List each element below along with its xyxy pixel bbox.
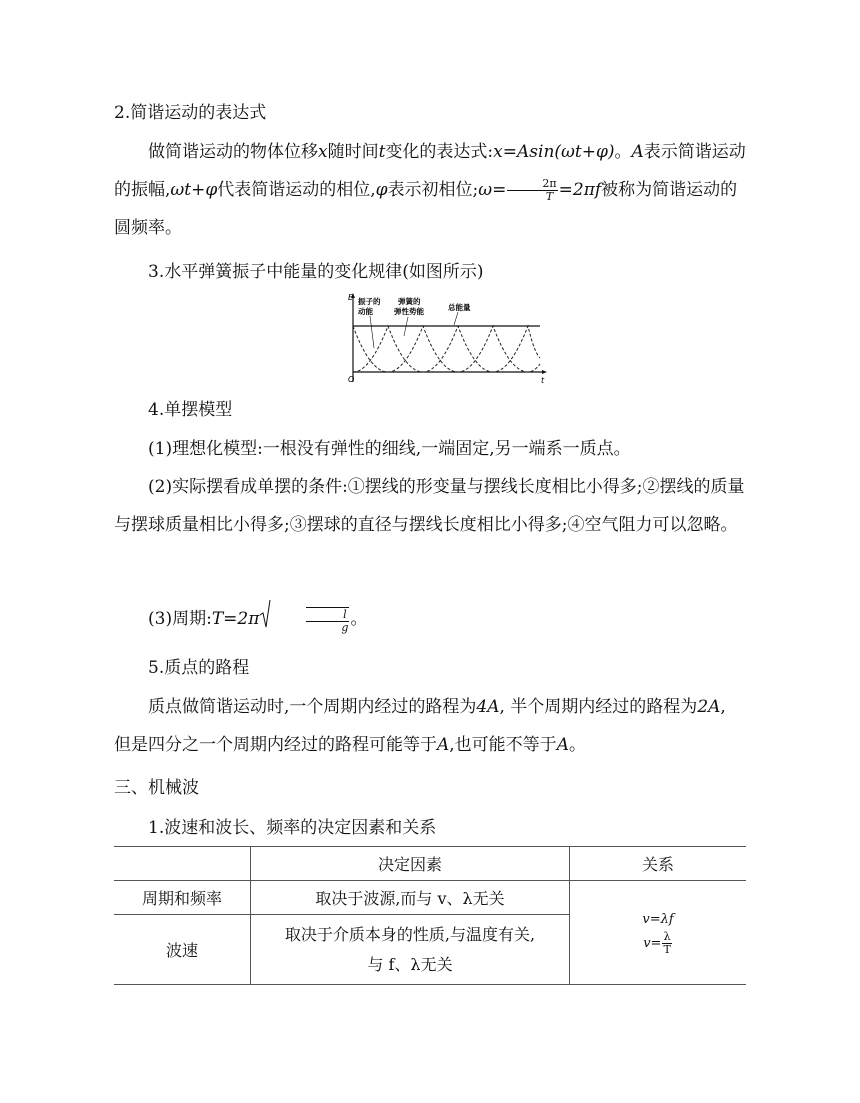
wave-table (114, 846, 746, 985)
sqrt-symbol (259, 601, 350, 639)
var-A: A (556, 735, 569, 755)
table-cell: 周期和频率 (114, 881, 251, 915)
section-heading: 3.水平弹簧振子中能量的变化规律(如图所示) (148, 262, 484, 282)
fraction: $\frac{2\pi}{T}$ (507, 178, 557, 203)
potential-label: 弹簧的 (398, 297, 421, 306)
table-row (114, 881, 746, 915)
x-axis-label: t (541, 376, 545, 385)
kinetic-label: 振子的 (358, 297, 381, 306)
subsection-heading: 1.波速和波长、频率的决定因素和关系 (148, 818, 437, 838)
section-heading: 5.质点的路程 (148, 658, 250, 678)
text-run: 做简谐运动的物体位移 (148, 142, 318, 162)
fraction: $\frac{\lambda}{T}$ (663, 930, 671, 956)
origin-label: O (348, 375, 355, 384)
text-run: 。 (568, 735, 586, 755)
text-line: 取决于介质本身的性质,与温度有关, (284, 924, 536, 944)
paragraph: (1)理想化模型:一根没有弹性的细线,一端固定,另一端系一质点。 (148, 439, 631, 459)
table-cell: 取决于波源,而与 v、λ无关 (251, 881, 570, 915)
text-run: ,也可能不等于 (449, 735, 557, 755)
text-line: 与 f、λ无关 (367, 954, 453, 974)
table-cell (251, 915, 570, 985)
energy-figure (348, 292, 548, 392)
text-run: 被称为简谐运动的圆频率。 (114, 180, 738, 238)
text-run: 表示简谐运动的振幅, (114, 142, 746, 200)
var-4A: 4A (476, 697, 500, 717)
formula-omega: ω= (478, 180, 507, 200)
formula-omega-rhs: =2πf (558, 180, 602, 200)
kinetic-label-2: 动能 (358, 307, 373, 316)
formula-period: T=2π (211, 609, 260, 629)
potential-label-2: 弹性势能 (394, 307, 424, 316)
kinetic-energy-curve (353, 326, 540, 372)
table-cell: 波速 (114, 915, 251, 985)
text-run: 表示初相位; (387, 180, 479, 200)
table-header-cell: 关系 (570, 847, 747, 881)
text-run: , 半个周期内经过的路程为 (499, 697, 698, 717)
text-run: 代表简谐运动的相位, (217, 180, 376, 200)
text-run: , 但是四分之一个周期内经过的路程可能等于 (114, 697, 726, 755)
var-x: x (318, 142, 328, 162)
paragraph (114, 133, 746, 247)
fraction: $\frac{l}{g}$ (306, 607, 349, 634)
formula-wave-speed-2 (571, 931, 745, 956)
text-run: (3)周期: (148, 609, 212, 629)
y-axis-label: E (348, 293, 354, 302)
formula-wave-speed: v=λf (642, 912, 674, 927)
table-header-cell (114, 847, 251, 881)
text-run: 。 (614, 142, 632, 162)
section-heading: 4.单摆模型 (148, 400, 233, 420)
paragraph (114, 688, 746, 764)
paragraph: (2)实际摆看成单摆的条件:①摆线的形变量与摆线长度相比小得多;②摆线的质量与摆球质量相比小得多;③摆球的直径与摆线长度相比小得多;④空气阻力可以忽略。 (114, 477, 745, 535)
var-2A: 2A (697, 697, 721, 717)
section-heading: 2.简谐运动的表达式 (114, 103, 267, 123)
var-A: A (437, 735, 450, 755)
text-run: 变化的表达式: (385, 142, 494, 162)
text-run: v= (643, 936, 662, 951)
potential-energy-curve (353, 326, 540, 372)
var-t: t (378, 142, 386, 162)
paragraph-period (114, 600, 746, 639)
table-header-row (114, 847, 746, 881)
part-heading: 三、机械波 (114, 778, 199, 798)
total-label: 总能量 (448, 303, 471, 312)
var-A: A (631, 142, 644, 162)
table-cell-relations (570, 881, 747, 985)
var-phi: φ (375, 180, 388, 200)
text-run: 。 (350, 609, 368, 629)
table-header-cell: 决定因素 (251, 847, 570, 881)
formula-displacement: x=Asin(ωt+φ) (493, 142, 615, 162)
formula-phase: ωt+φ (170, 180, 218, 200)
text-run: 质点做简谐运动时,一个周期内经过的路程为 (148, 697, 477, 717)
text-run: 随时间 (327, 142, 379, 162)
